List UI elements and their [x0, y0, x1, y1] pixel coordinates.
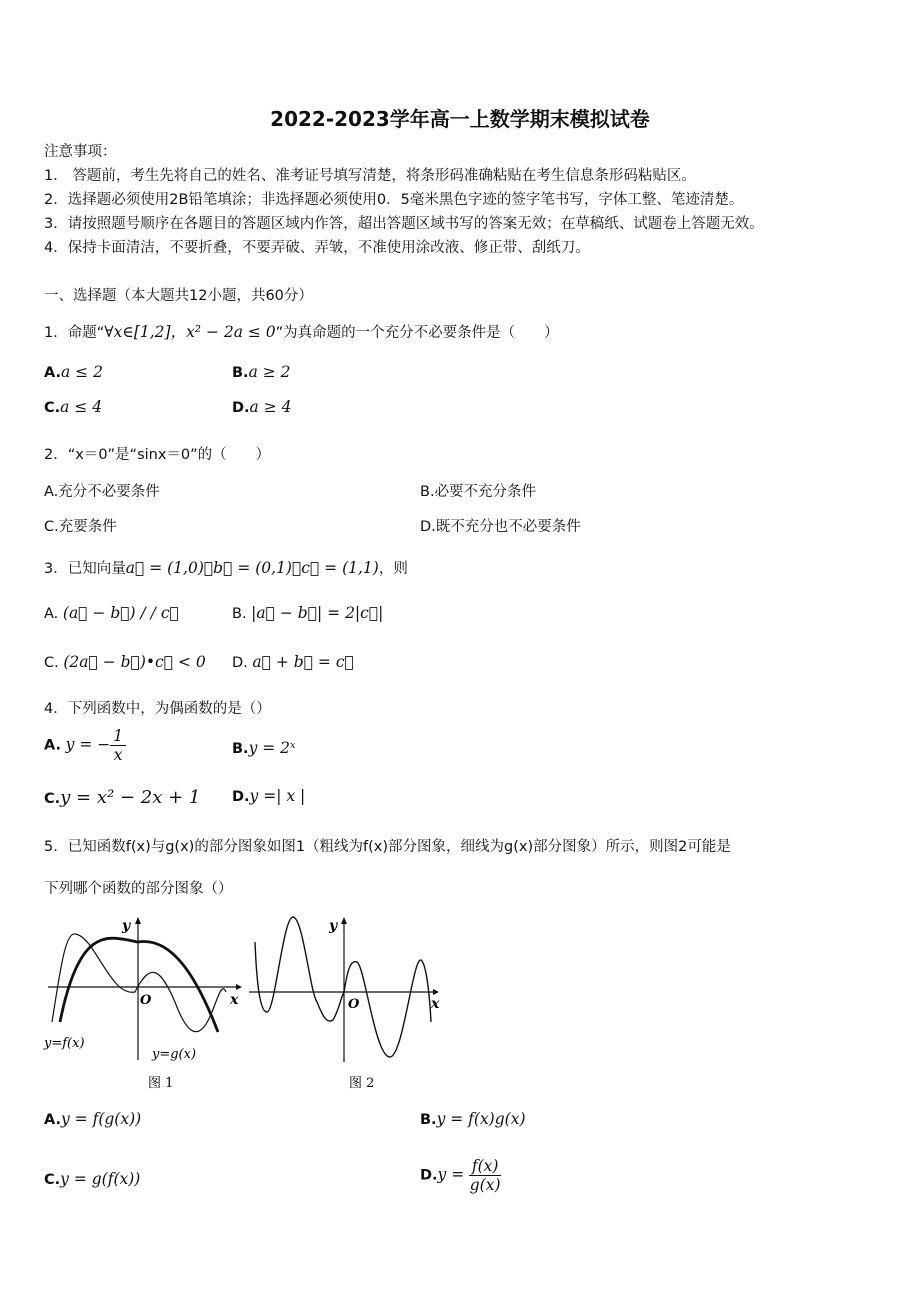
- notice-item: 1． 答题前，考生先将自己的姓名、准考证号填写清楚，将条形码准确粘贴在考生信息条形码粘贴区。: [44, 168, 696, 184]
- g-curve-label: y=g(x): [152, 1047, 197, 1062]
- g-curve: [52, 934, 226, 1032]
- option-label: A.: [44, 484, 59, 500]
- option-label: C.: [44, 791, 61, 807]
- option-text: 充要条件: [58, 519, 117, 535]
- option-text: 充分不必要条件: [58, 484, 160, 500]
- option-a[interactable]: [44, 363, 103, 381]
- notice-item: 3．请按照题号顺序在各题目的答题区域内作答，超出答题区域书写的答案无效；在草稿纸、试题卷上答题无效。: [44, 216, 764, 232]
- option-text: a⃗ + b⃗ = c⃗: [252, 653, 354, 671]
- fraction: [110, 727, 126, 764]
- figure-caption: 图 2: [349, 1076, 375, 1091]
- question-3-math: a⃗ = (1,0)，b⃗ = (0,1)，c⃗ = (1,1): [125, 559, 379, 577]
- option-label: D.: [420, 1167, 438, 1184]
- option-b[interactable]: [420, 480, 536, 501]
- option-text: y =: [437, 1165, 465, 1184]
- figure-1: [40, 912, 245, 1092]
- question-1-prefix: 1．命题“: [44, 325, 105, 341]
- option-text: a ≥ 4: [249, 398, 292, 416]
- y-axis-label: y: [122, 918, 131, 934]
- option-c[interactable]: [44, 653, 206, 671]
- option-d[interactable]: [232, 398, 292, 416]
- option-label: D.: [232, 789, 250, 805]
- option-text: a ≤ 2: [61, 363, 103, 381]
- option-label: A.: [44, 1112, 61, 1128]
- option-label: B.: [232, 741, 249, 757]
- question-3-suffix: ，则: [378, 561, 408, 577]
- option-text: (2a⃗ − b⃗)•c⃗ < 0: [63, 653, 206, 671]
- option-text: (a⃗ − b⃗) / / c⃗: [62, 604, 179, 622]
- option-d[interactable]: [232, 653, 354, 671]
- notice-item: 2．选择题必须使用2B铅笔填涂；非选择题必须使用0．5毫米黑色字迹的签字笔书写，字体工整、笔迹清楚。: [44, 192, 744, 208]
- question-3-prefix: 3．已知向量: [44, 561, 126, 577]
- option-text: |a⃗ − b⃗| = 2|c⃗|: [251, 604, 384, 622]
- option-text: y = x² − 2x + 1: [60, 787, 201, 808]
- option-text: a ≤ 4: [60, 398, 103, 416]
- option-text: a ≥ 2: [248, 363, 291, 381]
- option-c[interactable]: [44, 398, 102, 416]
- option-b[interactable]: [232, 739, 296, 757]
- option-text: y = g(f(x)): [60, 1170, 141, 1188]
- origin-label: O: [140, 993, 152, 1008]
- option-label: C.: [44, 1172, 61, 1188]
- question-2-stem: 2．“x＝0”是“sinx＝0”的（ ）: [44, 447, 271, 463]
- y-axis-arrow: [341, 917, 347, 924]
- option-text: y = f(g(x)): [61, 1110, 142, 1128]
- x-axis-label: x: [431, 996, 440, 1012]
- option-a[interactable]: [44, 1110, 141, 1128]
- option-label: B.: [232, 606, 247, 622]
- fraction-numerator: 1: [110, 727, 126, 746]
- option-label: C.: [44, 400, 61, 416]
- option-d[interactable]: [420, 1157, 501, 1194]
- option-text: 必要不充分条件: [434, 484, 537, 500]
- x-axis-arrow: [433, 989, 439, 995]
- page-title: 2022-2023学年高一上数学期末模拟试卷: [270, 107, 650, 131]
- option-text: y = f(x)g(x): [436, 1110, 526, 1128]
- notice-item: 4．保持卡面清洁，不要折叠，不要弄破、弄皱，不准使用涂改液、修正带、刮纸刀。: [44, 240, 590, 256]
- option-label: A.: [44, 365, 61, 381]
- x-axis-arrow: [236, 984, 242, 990]
- option-label: B.: [420, 1112, 437, 1128]
- question-3-stem: [44, 557, 408, 578]
- origin-label: O: [348, 997, 360, 1012]
- option-label: D.: [232, 655, 248, 671]
- option-a[interactable]: [44, 480, 160, 501]
- option-label: C.: [44, 655, 59, 671]
- option-text: y = 2ˣ: [248, 739, 296, 757]
- option-label: B.: [232, 365, 249, 381]
- question-1-math: ∀x∈[1,2]，x² − 2a ≤ 0: [104, 323, 276, 341]
- x-axis-label: x: [230, 992, 239, 1008]
- option-text: y =| x |: [249, 787, 306, 805]
- option-label: C.: [44, 519, 59, 535]
- figure-caption: 图 1: [148, 1076, 174, 1091]
- notice-heading: 注意事项：: [44, 144, 117, 160]
- figure-2: [245, 912, 445, 1092]
- option-c[interactable]: [44, 1170, 140, 1188]
- option-b[interactable]: [420, 1110, 526, 1128]
- option-c[interactable]: [44, 515, 117, 536]
- option-text: 既不充分也不必要条件: [435, 519, 581, 535]
- y-axis-arrow: [135, 917, 141, 924]
- option-a[interactable]: [44, 727, 126, 764]
- option-b[interactable]: [232, 604, 383, 622]
- option-label: B.: [420, 484, 435, 500]
- fraction-denominator: x: [113, 746, 123, 764]
- question-4-stem: 4．下列函数中，为偶函数的是（）: [44, 701, 271, 717]
- question-5-stem: 5．已知函数f(x)与g(x)的部分图象如图1（粗线为f(x)部分图象，细线为g(x)部分图象）所示，则图2可能是: [44, 839, 731, 855]
- option-text: y = −: [65, 735, 111, 754]
- option-label: D.: [420, 519, 436, 535]
- option-b[interactable]: [232, 363, 291, 381]
- option-label: A.: [44, 737, 61, 754]
- curve: [255, 917, 431, 1057]
- option-label: A.: [44, 606, 59, 622]
- section-heading: 一、选择题（本大题共12小题，共60分）: [44, 288, 313, 304]
- option-label: D.: [232, 400, 250, 416]
- fraction-numerator: f(x): [469, 1157, 502, 1176]
- y-axis-label: y: [329, 918, 338, 934]
- option-d[interactable]: [420, 515, 581, 536]
- question-5-stem-continued: 下列哪个函数的部分图象（）: [44, 881, 233, 897]
- fraction: [469, 1157, 502, 1194]
- f-curve-label: y=f(x): [44, 1036, 85, 1051]
- question-1-stem: [44, 320, 559, 342]
- option-d[interactable]: [232, 787, 305, 805]
- question-1-suffix: ”为真命题的一个充分不必要条件是（ ）: [275, 325, 559, 341]
- fraction-denominator: g(x): [469, 1176, 501, 1194]
- option-a[interactable]: [44, 604, 179, 622]
- option-c[interactable]: [44, 787, 200, 808]
